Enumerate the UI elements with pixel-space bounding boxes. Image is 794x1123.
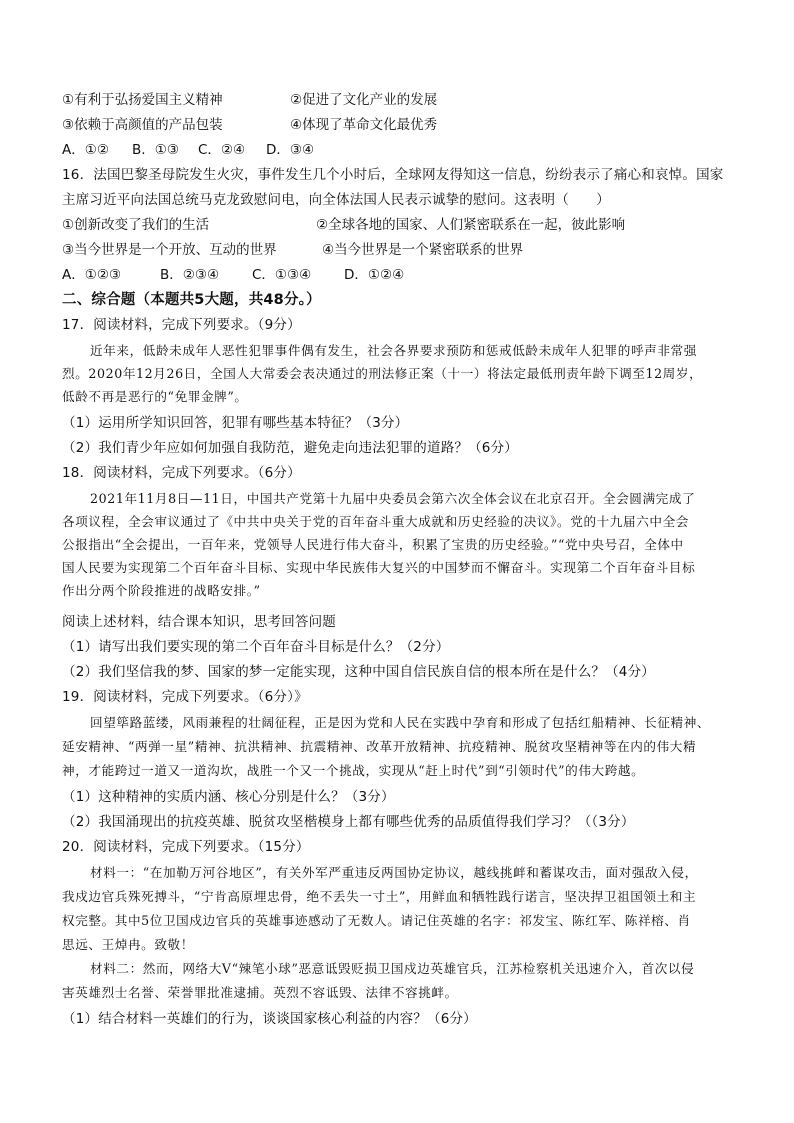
q16-option-1: ①创新改变了我们的生活 [62,217,210,233]
q19-heading: 19．阅读材料，完成下列要求。（6分）》 [62,689,308,705]
q15-answer-a: A．①② [62,142,109,158]
q19-material-line1: 回望筚路蓝缕，风雨兼程的壮阔征程，正是因为党和人民在实践中孕育和形成了包括红船精神、长征精神、 [90,715,711,730]
q17-material-line3: 低龄不再是恶行的“免罪金牌”。 [62,389,248,404]
q15-answer-c: C．②④ [198,142,246,158]
q18-material-line1: 2021年11月8日—11日，中国共产党第十九届中央委员会第六次全体会议在北京召开。全会圆满完成了 [90,491,696,506]
q17-heading: 17．阅读材料，完成下列要求。（9分） [62,317,301,333]
q19-material-line2: 延安精神、“两弹一星”精神、抗洪精神、抗震精神、改革开放精神、抗疫精神、脱贫攻坚精神等在内的伟大精 [62,739,697,754]
q18-material-line4: 国人民要为实现第二个百年奋斗目标、实现中华民族伟大复兴的中国梦而不懈奋斗。实现第二个百年奋斗目标 [62,560,696,575]
q16-option-3: ③当今世界是一个开放、互动的世界 [62,242,277,258]
q18-lead: 阅读上述材料，结合课本知识，思考回答问题 [62,614,336,630]
q15-option-4: ④体现了革命文化最优秀 [290,117,438,133]
q20-material-line3: 权完整。其中5位卫国戍边官兵的英雄事迹感动了无数人。请记住英雄的名字：祁发宝、陈红军、陈祥榕、肖 [62,913,691,928]
q18-material-line2: 各项议程，全会审议通过了《中共中央关于党的百年奋斗重大成就和历史经验的决议》。党的十九届六中全会 [62,514,689,529]
q18-material-line3: 公报指出“全会提出，一百年来，党领导人民进行伟大奋斗，积累了宝贵的历史经验。”“党中央号召，全体中 [62,537,684,552]
q17-subquestion-1: （1）运用所学知识回答，犯罪有哪些基本特征？（3分） [62,415,409,431]
q20-heading: 20．阅读材料，完成下列要求。（15分） [62,839,310,855]
section-2-heading: 二、综合题（本题共5大题，共48分。） [62,292,321,308]
q16-answer-c: C．①③④ [252,267,312,283]
q15-option-3: ③依赖于高颜值的产品包装 [62,117,223,133]
q16-stem-line1: 16．法国巴黎圣母院发生火灾，事件发生几个小时后，全球网友得知这一信息，纷纷表示了痛心和哀悼。国家 [62,167,724,183]
q16-stem-line2: 主席习近平向法国总统马克龙致慰问电，向全体法国人民表示诚挚的慰问。这表明（ ） [62,192,610,208]
q16-option-2: ②全球各地的国家、人们紧密联系在一起，彼此影响 [316,217,626,233]
q17-material-line1: 近年来，低龄未成年人恶性犯罪事件偶有发生，社会各界要求预防和惩戒低龄未成年人犯罪的呼声非常强 [90,343,697,358]
q16-answer-b: B．②③④ [160,267,220,283]
q20-material-line1: 材料一：“在加勒万河谷地区”，有关外军严重违反两国协定协议，越线挑衅和蓄谋攻击，面对强敌入侵， [90,865,698,880]
q16-option-4: ④当今世界是一个紧密联系的世界 [322,242,524,258]
q17-subquestion-2: （2）我们青少年应如何加强自我防范，避免走向违法犯罪的道路？（6分） [62,440,518,456]
q20-material-line4: 思远、王焯冉。致敬！ [62,937,194,952]
q19-material-line3: 神，才能跨过一道又一道沟坎，战胜一个又一个挑战，实现从“赶上时代”到“引领时代”的伟大跨越。 [62,763,645,778]
q15-answer-d: D．③④ [266,142,315,158]
q17-material-line2: 烈。2020年12月26日，全国人大常委会表决通过的刑法修正案（十一）将法定最低刑责年龄下调至12周岁， [62,366,703,381]
q19-subquestion-1: （1）这种精神的实质内涵、核心分别是什么？（3分） [62,789,395,805]
q20-material-line2: 我戍边官兵殊死搏斗，“宁肯高原埋忠骨，绝不丢失一寸土”，用鲜血和牺牲践行诺言，坚决捍卫祖国领土和主 [62,889,697,904]
q20-subquestion-1: （1）结合材料一英雄们的行为，谈谈国家核心利益的内容？（6分） [62,1011,477,1027]
q18-subquestion-2: （2）我们坚信我的梦、国家的梦一定能实现，这种中国自信民族自信的根本所在是什么？（4分） [62,664,655,680]
q19-subquestion-2: （2）我国涌现出的抗疫英雄、脱贫攻坚楷模身上都有哪些优秀的品质值得我们学习？（（3分） [62,814,635,830]
q18-material-line5: 作出分两个阶段推进的战略安排。” [62,583,261,598]
q20-material-line5: 材料二：然而，网络大V“辣笔小球”恶意诋毁贬损卫国戍边英雄官兵，江苏检察机关迅速介入，首次以侵 [90,961,695,976]
q16-answer-a: A．①②③ [62,267,122,283]
q20-material-line6: 害英雄烈士名誉、荣誉罪批准逮捕。英烈不容诋毁、法律不容挑衅。 [62,985,458,1000]
q15-answer-b: B．①③ [132,142,179,158]
q18-subquestion-1: （1）请写出我们要实现的第二个百年奋斗目标是什么？（2分） [62,639,450,655]
q15-option-1: ①有利于弘扬爱国主义精神 [62,92,223,108]
q16-answer-d: D．①②④ [344,267,405,283]
q18-heading: 18．阅读材料，完成下列要求。（6分） [62,465,301,481]
q15-option-2: ②促进了文化产业的发展 [290,92,438,108]
